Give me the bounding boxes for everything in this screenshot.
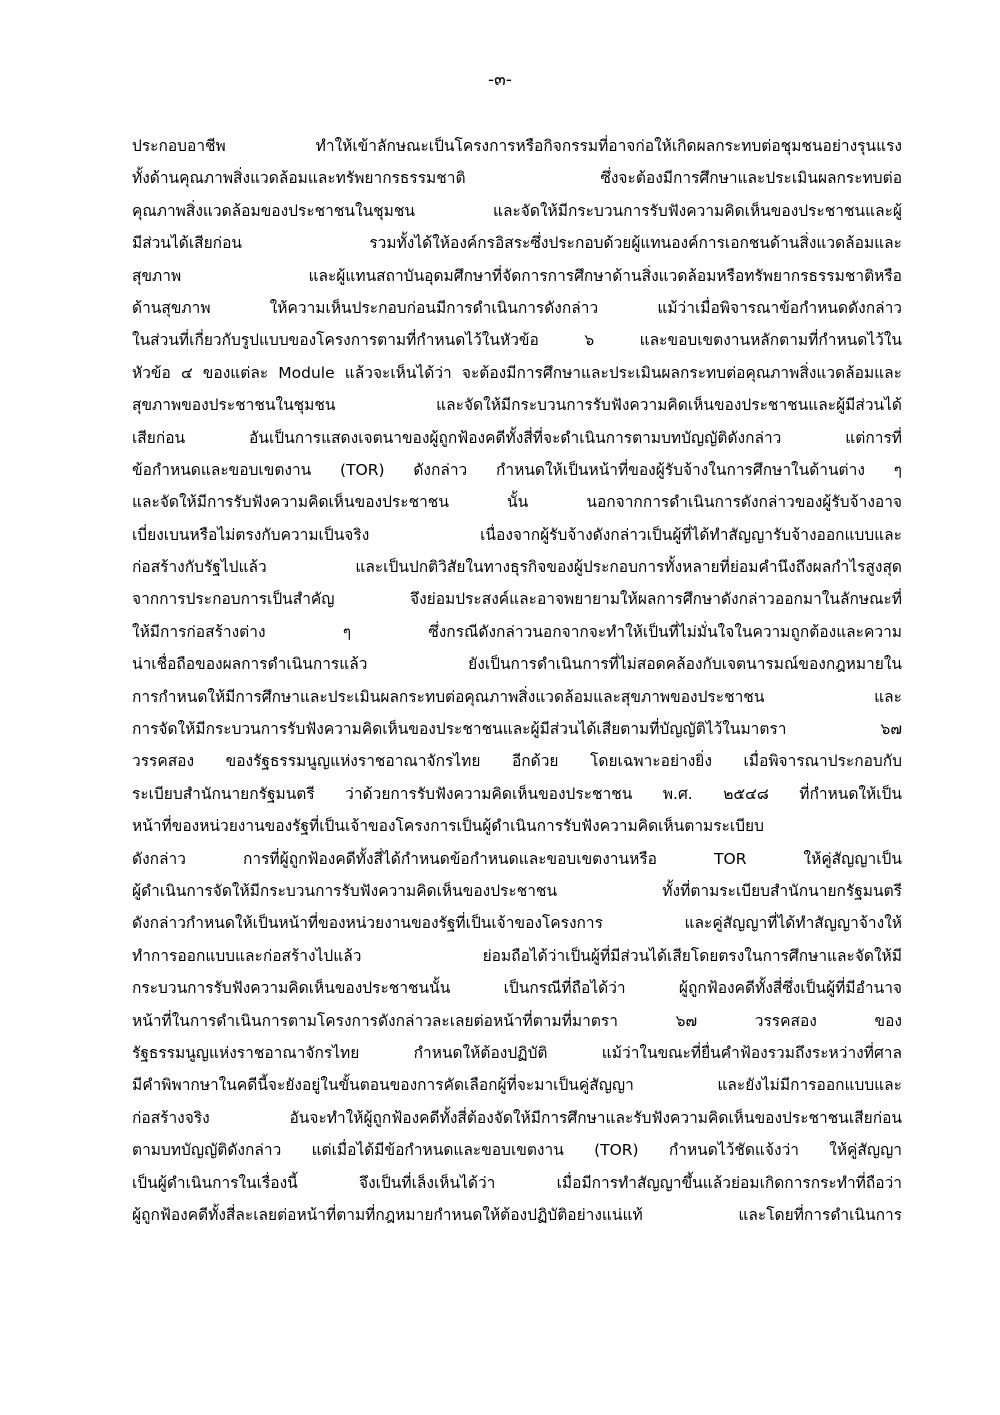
- text-line: ผู้ดำเนินการจัดให้มีกระบวนการรับฟังความคิดเห็นของประชาชน ทั้งที่ตามระเบียบสำนักนายกรัฐมนตรี: [132, 881, 902, 900]
- text-line: และจัดให้มีการรับฟังความคิดเห็นของประชาชน นั้น นอกจากการดำเนินการดังกล่าวของผู้รับจ้างอาจ: [132, 493, 902, 512]
- text-line: เบี่ยงเบนหรือไม่ตรงกับความเป็นจริง เนื่องจากผู้รับจ้างดังกล่าวเป็นผู้ที่ได้ทำสัญญารับจ้างออกแบบและ: [132, 525, 902, 544]
- text-line: ทั้งด้านคุณภาพสิ่งแวดล้อมและทรัพยากรธรรมชาติ ซึ่งจะต้องมีการศึกษาและประเมินผลกระทบต่อ: [132, 169, 902, 188]
- text-line: สุขภาพของประชาชนในชุมชน และจัดให้มีกระบวนการรับฟังความคิดเห็นของประชาชนและผู้มีส่วนได้: [132, 396, 902, 415]
- text-line: วรรคสอง ของรัฐธรรมนูญแห่งราชอาณาจักรไทย อีกด้วย โดยเฉพาะอย่างยิ่ง เมื่อพิจารณาประกอบกับ: [132, 752, 902, 771]
- text-line: กระบวนการรับฟังความคิดเห็นของประชาชนนั้น เป็นกรณีที่ถือได้ว่า ผู้ถูกฟ้องคดีทั้งสี่ซึ่งเป็นผู้ที่มีอำนาจ: [132, 979, 902, 998]
- text-line: ระเบียบสำนักนายกรัฐมนตรี ว่าด้วยการรับฟังความคิดเห็นของประชาชน พ.ศ. ๒๕๔๘ ที่กำหนดให้เป็น: [132, 784, 902, 803]
- text-line: เป็นผู้ดำเนินการในเรื่องนี้ จึงเป็นที่เล็งเห็นได้ว่า เมื่อมีการทำสัญญาขึ้นแล้วย่อมเกิดการกระทำที่ถือว่า: [132, 1173, 902, 1192]
- text-line: ในส่วนที่เกี่ยวกับรูปแบบของโครงการตามที่กำหนดไว้ในหัวข้อ ๖ และขอบเขตงานหลักตามที่กำหนดไว้ใน: [132, 331, 902, 350]
- page-number: -๓-: [488, 70, 512, 90]
- text-line: ด้านสุขภาพ ให้ความเห็นประกอบก่อนมีการดำเนินการดังกล่าว แม้ว่าเมื่อพิจารณาข้อกำหนดดังกล่าว: [132, 298, 902, 317]
- body-text: [132, 130, 902, 1231]
- text-line: ให้มีการก่อสร้างต่าง ๆ ซึ่งกรณีดังกล่าวนอกจากจะทำให้เป็นที่ไม่มั่นใจในความถูกต้องและความ: [132, 622, 902, 641]
- text-line: ประกอบอาชีพ ทำให้เข้าลักษณะเป็นโครงการหรือกิจกรรมที่อาจก่อให้เกิดผลกระทบต่อชุมชนอย่างรุนแรง: [132, 137, 902, 155]
- text-line: การจัดให้มีกระบวนการรับฟังความคิดเห็นของประชาชนและผู้มีส่วนได้เสียตามที่บัญญัติไว้ในมาตรา ๖๗: [132, 720, 902, 739]
- text-line: ดังกล่าวกำหนดให้เป็นหน้าที่ของหน่วยงานของรัฐที่เป็นเจ้าของโครงการ และคู่สัญญาที่ได้ทำสัญญาจ้างให้: [132, 914, 902, 933]
- text-line: หน้าที่ของหน่วยงานของรัฐที่เป็นเจ้าของโครงการเป็นผู้ดำเนินการรับฟังความคิดเห็นตามระเบียบ: [132, 817, 764, 836]
- text-line: มีคำพิพากษาในคดีนี้จะยังอยู่ในขั้นตอนของการคัดเลือกผู้ที่จะมาเป็นคู่สัญญา และยังไม่มีการออกแบบและ: [132, 1076, 902, 1095]
- text-line: ทำการออกแบบและก่อสร้างไปแล้ว ย่อมถือได้ว่าเป็นผู้ที่มีส่วนได้เสียโดยตรงในการศึกษาและจัดให้มี: [132, 946, 902, 965]
- text-line: จากการประกอบการเป็นสำคัญ จึงย่อมประสงค์และอาจพยายามให้ผลการศึกษาดังกล่าวออกมาในลักษณะที่: [132, 590, 902, 609]
- text-line: ดังกล่าว การที่ผู้ถูกฟ้องคดีทั้งสี่ได้กำหนดข้อกำหนดและขอบเขตงานหรือ TOR ให้คู่สัญญาเป็น: [132, 849, 902, 868]
- text-line: คุณภาพสิ่งแวดล้อมของประชาชนในชุมชน และจัดให้มีกระบวนการรับฟังความคิดเห็นของประชาชนและผู้: [132, 201, 902, 220]
- text-line: ก่อสร้างจริง อันจะทำให้ผู้ถูกฟ้องคดีทั้งสี่ต้องจัดให้มีการศึกษาและรับฟังความคิดเห็นของประชาชนเสียก่อน: [132, 1108, 902, 1127]
- text-line: ตามบทบัญญัติดังกล่าว แต่เมื่อได้มีข้อกำหนดและขอบเขตงาน (TOR) กำหนดไว้ชัดแจ้งว่า ให้คู่สัญญา: [132, 1141, 902, 1160]
- text-line: รัฐธรรมนูญแห่งราชอาณาจักรไทย กำหนดให้ต้องปฏิบัติ แม้ว่าในขณะที่ยื่นคำฟ้องรวมถึงระหว่างที่ศาล: [132, 1043, 902, 1062]
- text-line: สุขภาพ และผู้แทนสถาบันอุดมศึกษาที่จัดการการศึกษาด้านสิ่งแวดล้อมหรือทรัพยากรธรรมชาติหรือ: [132, 266, 902, 285]
- text-line: น่าเชื่อถือของผลการดำเนินการแล้ว ยังเป็นการดำเนินการที่ไม่สอดคล้องกับเจตนารมณ์ของกฎหมายใน: [132, 655, 902, 674]
- text-line: มีส่วนได้เสียก่อน รวมทั้งได้ให้องค์กรอิสระซึ่งประกอบด้วยผู้แทนองค์การเอกชนด้านสิ่งแวดล้อมและ: [132, 234, 902, 253]
- text-line: ก่อสร้างกับรัฐไปแล้ว และเป็นปกติวิสัยในทางธุรกิจของผู้ประกอบการทั้งหลายที่ย่อมคำนึงถึงผลกำไรสูงสุด: [132, 558, 902, 577]
- text-line: การกำหนดให้มีการศึกษาและประเมินผลกระทบต่อคุณภาพสิ่งแวดล้อมและสุขภาพของประชาชน และ: [132, 687, 902, 706]
- text-line: หน้าที่ในการดำเนินการตามโครงการดังกล่าวละเลยต่อหน้าที่ตามที่มาตรา ๖๗ วรรคสอง ของ: [132, 1011, 902, 1030]
- text-line: เสียก่อน อันเป็นการแสดงเจตนาของผู้ถูกฟ้องคดีทั้งสี่ที่จะดำเนินการตามบทบัญญัติดังกล่าว แต่การที่: [132, 428, 902, 447]
- text-line: ข้อกำหนดและขอบเขตงาน (TOR) ดังกล่าว กำหนดให้เป็นหน้าที่ของผู้รับจ้างในการศึกษาในด้านต่าง ๆ: [132, 460, 902, 479]
- text-line: หัวข้อ ๔ ของแต่ละ Module แล้วจะเห็นได้ว่า จะต้องมีการศึกษาและประเมินผลกระทบต่อคุณภาพสิ่งแวดล้อมและ: [132, 363, 902, 382]
- text-line: ผู้ถูกฟ้องคดีทั้งสี่ละเลยต่อหน้าที่ตามที่กฎหมายกำหนดให้ต้องปฏิบัติอย่างแน่แท้ และโดยที่การดำเนินการ: [132, 1205, 902, 1224]
